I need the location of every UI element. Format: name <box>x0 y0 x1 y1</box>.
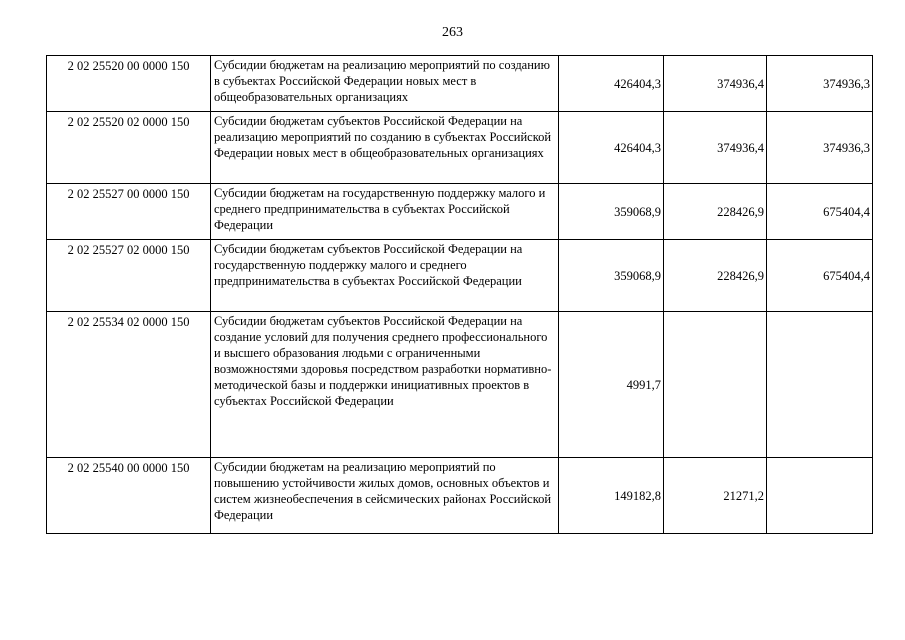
value-year-1: 4991,7 <box>559 312 664 458</box>
value-year-2 <box>664 312 767 458</box>
value-year-3 <box>767 312 873 458</box>
item-name: Субсидии бюджетам на государственную поддержку малого и среднего предпринимательства в субъектах Российской Федерации <box>211 184 559 240</box>
budget-code: 2 02 25520 00 0000 150 <box>47 56 211 112</box>
item-name: Субсидии бюджетам на реализацию мероприятий по повышению устойчивости жилых домов, основных объектов и систем жизнеобеспечения в сейсмических районах Российской Федерации <box>211 458 559 534</box>
value-year-3: 675404,4 <box>767 184 873 240</box>
item-name: Субсидии бюджетам субъектов Российской Федерации на создание условий для получения среднего профессионального и высшего образования людьми с ограниченными возможностями здоровья посредством разработки нормативно-методической базы и поддержки инициативных проектов в субъектах Российской Федерации <box>211 312 559 458</box>
value-year-3: 675404,4 <box>767 240 873 312</box>
value-year-2: 374936,4 <box>664 56 767 112</box>
budget-code: 2 02 25527 00 0000 150 <box>47 184 211 240</box>
value-year-3: 374936,3 <box>767 112 873 184</box>
table-row <box>47 458 873 534</box>
budget-code: 2 02 25540 00 0000 150 <box>47 458 211 534</box>
table-row <box>47 56 873 112</box>
item-name: Субсидии бюджетам субъектов Российской Федерации на государственную поддержку малого и среднего предпринимательства в субъектах Российской Федерации <box>211 240 559 312</box>
budget-code: 2 02 25534 02 0000 150 <box>47 312 211 458</box>
value-year-2: 228426,9 <box>664 240 767 312</box>
value-year-2: 21271,2 <box>664 458 767 534</box>
value-year-1: 149182,8 <box>559 458 664 534</box>
budget-code: 2 02 25520 02 0000 150 <box>47 112 211 184</box>
value-year-3: 374936,3 <box>767 56 873 112</box>
value-year-3 <box>767 458 873 534</box>
value-year-1: 426404,3 <box>559 112 664 184</box>
item-name: Субсидии бюджетам на реализацию мероприятий по созданию в субъектах Российской Федерации новых мест в общеобразовательных организациях <box>211 56 559 112</box>
table-row <box>47 184 873 240</box>
item-name: Субсидии бюджетам субъектов Российской Федерации на реализацию мероприятий по созданию в субъектах Российской Федерации новых мест в общеобразовательных организациях <box>211 112 559 184</box>
budget-code: 2 02 25527 02 0000 150 <box>47 240 211 312</box>
table-row <box>47 112 873 184</box>
value-year-2: 228426,9 <box>664 184 767 240</box>
table-row <box>47 240 873 312</box>
value-year-1: 359068,9 <box>559 184 664 240</box>
page-number: 263 <box>442 25 463 40</box>
budget-table <box>46 55 873 534</box>
value-year-2: 374936,4 <box>664 112 767 184</box>
value-year-1: 359068,9 <box>559 240 664 312</box>
table-row <box>47 312 873 458</box>
value-year-1: 426404,3 <box>559 56 664 112</box>
